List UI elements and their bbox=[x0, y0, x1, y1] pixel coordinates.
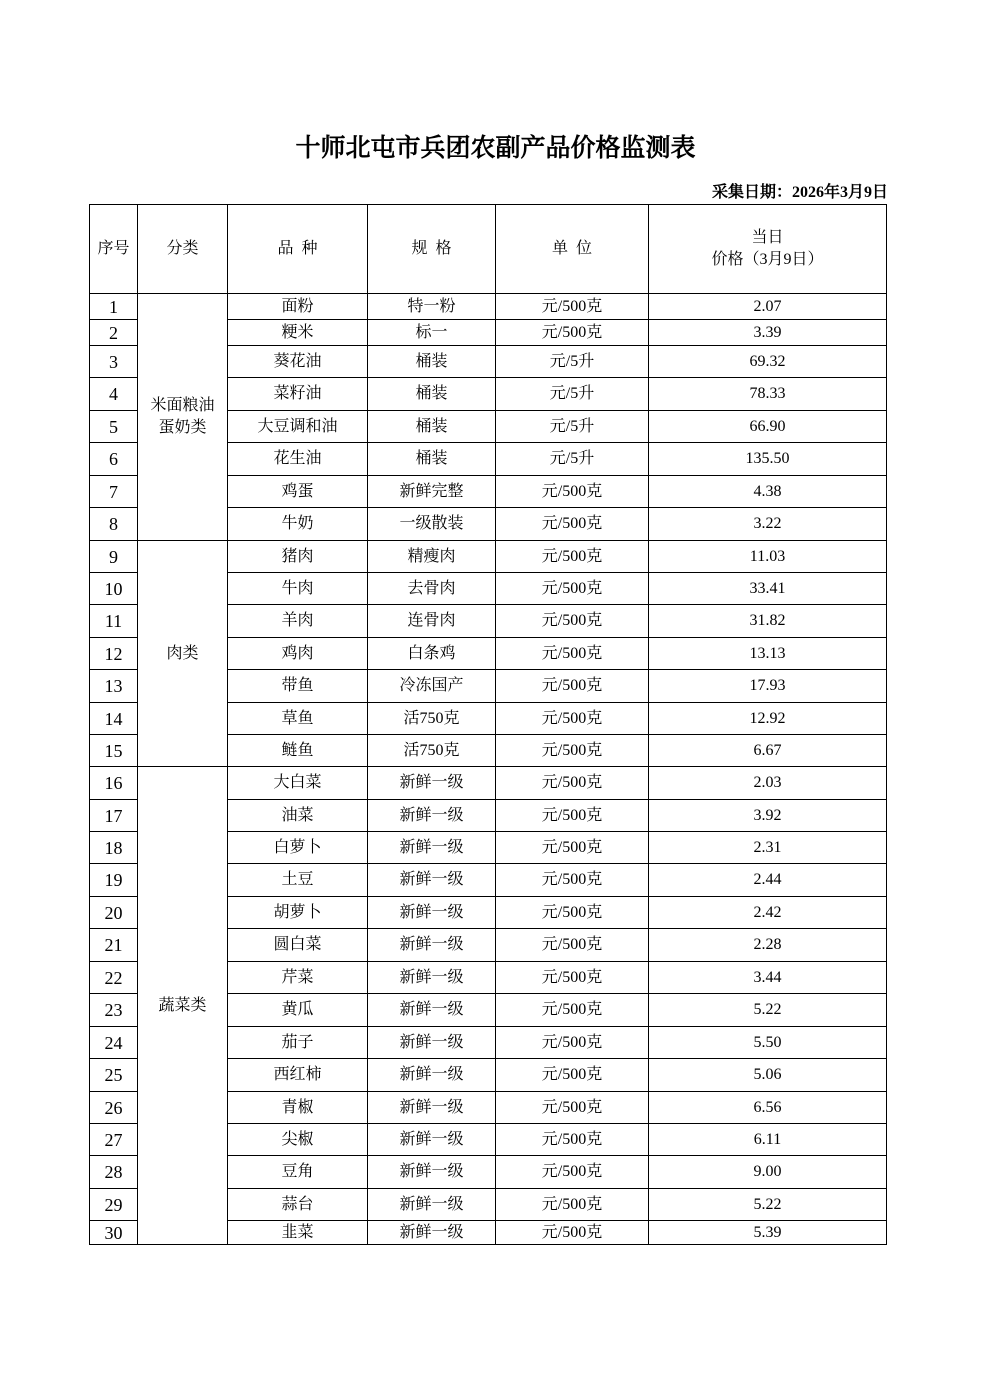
row-spec: 新鲜一级 bbox=[368, 1059, 496, 1092]
row-price: 4.38 bbox=[649, 476, 887, 508]
row-unit: 元/500克 bbox=[496, 1092, 649, 1124]
row-unit: 元/500克 bbox=[496, 573, 649, 605]
header-category: 分类 bbox=[138, 205, 228, 294]
row-item: 尖椒 bbox=[228, 1124, 368, 1156]
row-unit: 元/500克 bbox=[496, 476, 649, 508]
row-price: 135.50 bbox=[649, 443, 887, 476]
row-item: 猪肉 bbox=[228, 541, 368, 573]
row-item: 青椒 bbox=[228, 1092, 368, 1124]
row-spec: 桶装 bbox=[368, 346, 496, 378]
row-no: 10 bbox=[90, 573, 138, 605]
row-unit: 元/500克 bbox=[496, 320, 649, 346]
row-no: 3 bbox=[90, 346, 138, 378]
collection-date: 采集日期：2026年3月9日 bbox=[711, 184, 888, 201]
row-item: 带鱼 bbox=[228, 670, 368, 703]
page-title: 十师北屯市兵团农副产品价格监测表 bbox=[295, 135, 696, 162]
row-spec: 新鲜一级 bbox=[368, 994, 496, 1027]
row-unit: 元/5升 bbox=[496, 443, 649, 476]
row-unit: 元/500克 bbox=[496, 638, 649, 670]
category-cell bbox=[138, 294, 228, 541]
row-price: 33.41 bbox=[649, 573, 887, 605]
row-spec: 新鲜一级 bbox=[368, 1189, 496, 1221]
row-unit: 元/500克 bbox=[496, 994, 649, 1027]
row-no: 29 bbox=[90, 1189, 138, 1221]
row-price: 5.22 bbox=[649, 1189, 887, 1221]
row-unit: 元/500克 bbox=[496, 294, 649, 320]
row-spec: 桶装 bbox=[368, 443, 496, 476]
category-label-line2: 蛋奶类 bbox=[158, 419, 207, 436]
row-no: 26 bbox=[90, 1092, 138, 1124]
row-no: 7 bbox=[90, 476, 138, 508]
row-price: 5.22 bbox=[649, 994, 887, 1027]
row-no: 21 bbox=[90, 929, 138, 962]
row-spec: 新鲜一级 bbox=[368, 897, 496, 929]
row-unit: 元/500克 bbox=[496, 703, 649, 735]
header-no: 序号 bbox=[90, 205, 138, 294]
row-spec: 新鲜一级 bbox=[368, 1092, 496, 1124]
row-item: 花生油 bbox=[228, 443, 368, 476]
row-no: 24 bbox=[90, 1027, 138, 1059]
row-price: 6.67 bbox=[649, 735, 887, 767]
row-no: 11 bbox=[90, 605, 138, 638]
row-price: 11.03 bbox=[649, 541, 887, 573]
row-unit: 元/500克 bbox=[496, 1221, 649, 1245]
row-item: 油菜 bbox=[228, 800, 368, 832]
table-row bbox=[90, 767, 887, 800]
row-unit: 元/5升 bbox=[496, 378, 649, 411]
row-no: 15 bbox=[90, 735, 138, 767]
row-price: 3.22 bbox=[649, 508, 887, 541]
row-no: 9 bbox=[90, 541, 138, 573]
row-unit: 元/500克 bbox=[496, 897, 649, 929]
row-unit: 元/500克 bbox=[496, 541, 649, 573]
row-price: 78.33 bbox=[649, 378, 887, 411]
row-price: 6.56 bbox=[649, 1092, 887, 1124]
row-spec: 新鲜一级 bbox=[368, 864, 496, 897]
header-item: 品 种 bbox=[228, 205, 368, 294]
row-spec: 标一 bbox=[368, 320, 496, 346]
row-unit: 元/500克 bbox=[496, 1189, 649, 1221]
row-price: 2.31 bbox=[649, 832, 887, 864]
row-item: 葵花油 bbox=[228, 346, 368, 378]
row-spec: 去骨肉 bbox=[368, 573, 496, 605]
row-item: 西红柿 bbox=[228, 1059, 368, 1092]
table-row bbox=[90, 294, 887, 320]
row-spec: 活750克 bbox=[368, 735, 496, 767]
row-unit: 元/500克 bbox=[496, 929, 649, 962]
row-spec: 新鲜一级 bbox=[368, 832, 496, 864]
category-cell: 肉类 bbox=[138, 541, 228, 767]
row-unit: 元/5升 bbox=[496, 411, 649, 443]
row-spec: 新鲜一级 bbox=[368, 929, 496, 962]
row-no: 22 bbox=[90, 962, 138, 994]
row-price: 3.44 bbox=[649, 962, 887, 994]
category-cell: 蔬菜类 bbox=[138, 767, 228, 1245]
row-no: 19 bbox=[90, 864, 138, 897]
row-unit: 元/500克 bbox=[496, 1156, 649, 1189]
row-no: 13 bbox=[90, 670, 138, 703]
row-item: 白萝卜 bbox=[228, 832, 368, 864]
row-spec: 新鲜一级 bbox=[368, 1027, 496, 1059]
row-price: 12.92 bbox=[649, 703, 887, 735]
row-no: 4 bbox=[90, 378, 138, 411]
row-no: 18 bbox=[90, 832, 138, 864]
table-row bbox=[90, 541, 887, 573]
row-item: 鲢鱼 bbox=[228, 735, 368, 767]
row-spec: 桶装 bbox=[368, 411, 496, 443]
row-no: 2 bbox=[90, 320, 138, 346]
row-no: 20 bbox=[90, 897, 138, 929]
header-unit: 单 位 bbox=[496, 205, 649, 294]
row-unit: 元/500克 bbox=[496, 605, 649, 638]
row-no: 28 bbox=[90, 1156, 138, 1189]
row-unit: 元/500克 bbox=[496, 1124, 649, 1156]
row-item: 草鱼 bbox=[228, 703, 368, 735]
row-spec: 新鲜完整 bbox=[368, 476, 496, 508]
row-unit: 元/500克 bbox=[496, 800, 649, 832]
row-unit: 元/500克 bbox=[496, 767, 649, 800]
category-label-line1: 米面粮油 bbox=[150, 397, 215, 414]
row-unit: 元/5升 bbox=[496, 346, 649, 378]
row-spec: 连骨肉 bbox=[368, 605, 496, 638]
row-item: 鸡蛋 bbox=[228, 476, 368, 508]
row-no: 30 bbox=[90, 1221, 138, 1245]
row-unit: 元/500克 bbox=[496, 735, 649, 767]
row-item: 圆白菜 bbox=[228, 929, 368, 962]
row-unit: 元/500克 bbox=[496, 962, 649, 994]
row-spec: 新鲜一级 bbox=[368, 1124, 496, 1156]
row-price: 2.03 bbox=[649, 767, 887, 800]
row-item: 大白菜 bbox=[228, 767, 368, 800]
row-no: 17 bbox=[90, 800, 138, 832]
row-no: 8 bbox=[90, 508, 138, 541]
row-unit: 元/500克 bbox=[496, 508, 649, 541]
row-price: 2.44 bbox=[649, 864, 887, 897]
header-price-line2: 价格（3月9日） bbox=[711, 251, 824, 268]
row-item: 黄瓜 bbox=[228, 994, 368, 1027]
row-price: 13.13 bbox=[649, 638, 887, 670]
row-unit: 元/500克 bbox=[496, 832, 649, 864]
row-spec: 新鲜一级 bbox=[368, 767, 496, 800]
row-no: 14 bbox=[90, 703, 138, 735]
row-item: 胡萝卜 bbox=[228, 897, 368, 929]
row-price: 17.93 bbox=[649, 670, 887, 703]
header-row bbox=[90, 205, 887, 294]
row-no: 25 bbox=[90, 1059, 138, 1092]
row-price: 5.50 bbox=[649, 1027, 887, 1059]
row-item: 土豆 bbox=[228, 864, 368, 897]
row-no: 12 bbox=[90, 638, 138, 670]
row-price: 2.42 bbox=[649, 897, 887, 929]
row-no: 1 bbox=[90, 294, 138, 320]
row-item: 牛肉 bbox=[228, 573, 368, 605]
row-price: 31.82 bbox=[649, 605, 887, 638]
row-price: 9.00 bbox=[649, 1156, 887, 1189]
row-no: 23 bbox=[90, 994, 138, 1027]
row-unit: 元/500克 bbox=[496, 670, 649, 703]
row-unit: 元/500克 bbox=[496, 864, 649, 897]
row-price: 69.32 bbox=[649, 346, 887, 378]
row-item: 粳米 bbox=[228, 320, 368, 346]
row-spec: 新鲜一级 bbox=[368, 1221, 496, 1245]
row-item: 牛奶 bbox=[228, 508, 368, 541]
row-price: 5.39 bbox=[649, 1221, 887, 1245]
row-no: 5 bbox=[90, 411, 138, 443]
row-spec: 冷冻国产 bbox=[368, 670, 496, 703]
row-item: 大豆调和油 bbox=[228, 411, 368, 443]
row-item: 菜籽油 bbox=[228, 378, 368, 411]
row-price: 3.92 bbox=[649, 800, 887, 832]
row-price: 6.11 bbox=[649, 1124, 887, 1156]
row-no: 16 bbox=[90, 767, 138, 800]
row-spec: 桶装 bbox=[368, 378, 496, 411]
row-spec: 新鲜一级 bbox=[368, 962, 496, 994]
header-price bbox=[649, 205, 887, 294]
row-price: 5.06 bbox=[649, 1059, 887, 1092]
row-no: 27 bbox=[90, 1124, 138, 1156]
table-body bbox=[90, 294, 887, 1245]
price-table bbox=[89, 204, 887, 1245]
row-item: 豆角 bbox=[228, 1156, 368, 1189]
row-no: 6 bbox=[90, 443, 138, 476]
row-price: 2.28 bbox=[649, 929, 887, 962]
row-spec: 白条鸡 bbox=[368, 638, 496, 670]
row-spec: 活750克 bbox=[368, 703, 496, 735]
row-item: 羊肉 bbox=[228, 605, 368, 638]
row-spec: 新鲜一级 bbox=[368, 1156, 496, 1189]
row-unit: 元/500克 bbox=[496, 1027, 649, 1059]
row-price: 66.90 bbox=[649, 411, 887, 443]
row-price: 2.07 bbox=[649, 294, 887, 320]
header-price-line1: 当日 bbox=[751, 229, 784, 246]
row-item: 鸡肉 bbox=[228, 638, 368, 670]
row-price: 3.39 bbox=[649, 320, 887, 346]
row-unit: 元/500克 bbox=[496, 1059, 649, 1092]
row-spec: 一级散装 bbox=[368, 508, 496, 541]
row-item: 茄子 bbox=[228, 1027, 368, 1059]
row-spec: 精瘦肉 bbox=[368, 541, 496, 573]
row-item: 面粉 bbox=[228, 294, 368, 320]
row-item: 蒜台 bbox=[228, 1189, 368, 1221]
row-item: 韭菜 bbox=[228, 1221, 368, 1245]
row-spec: 新鲜一级 bbox=[368, 800, 496, 832]
header-spec: 规 格 bbox=[368, 205, 496, 294]
row-item: 芹菜 bbox=[228, 962, 368, 994]
row-spec: 特一粉 bbox=[368, 294, 496, 320]
